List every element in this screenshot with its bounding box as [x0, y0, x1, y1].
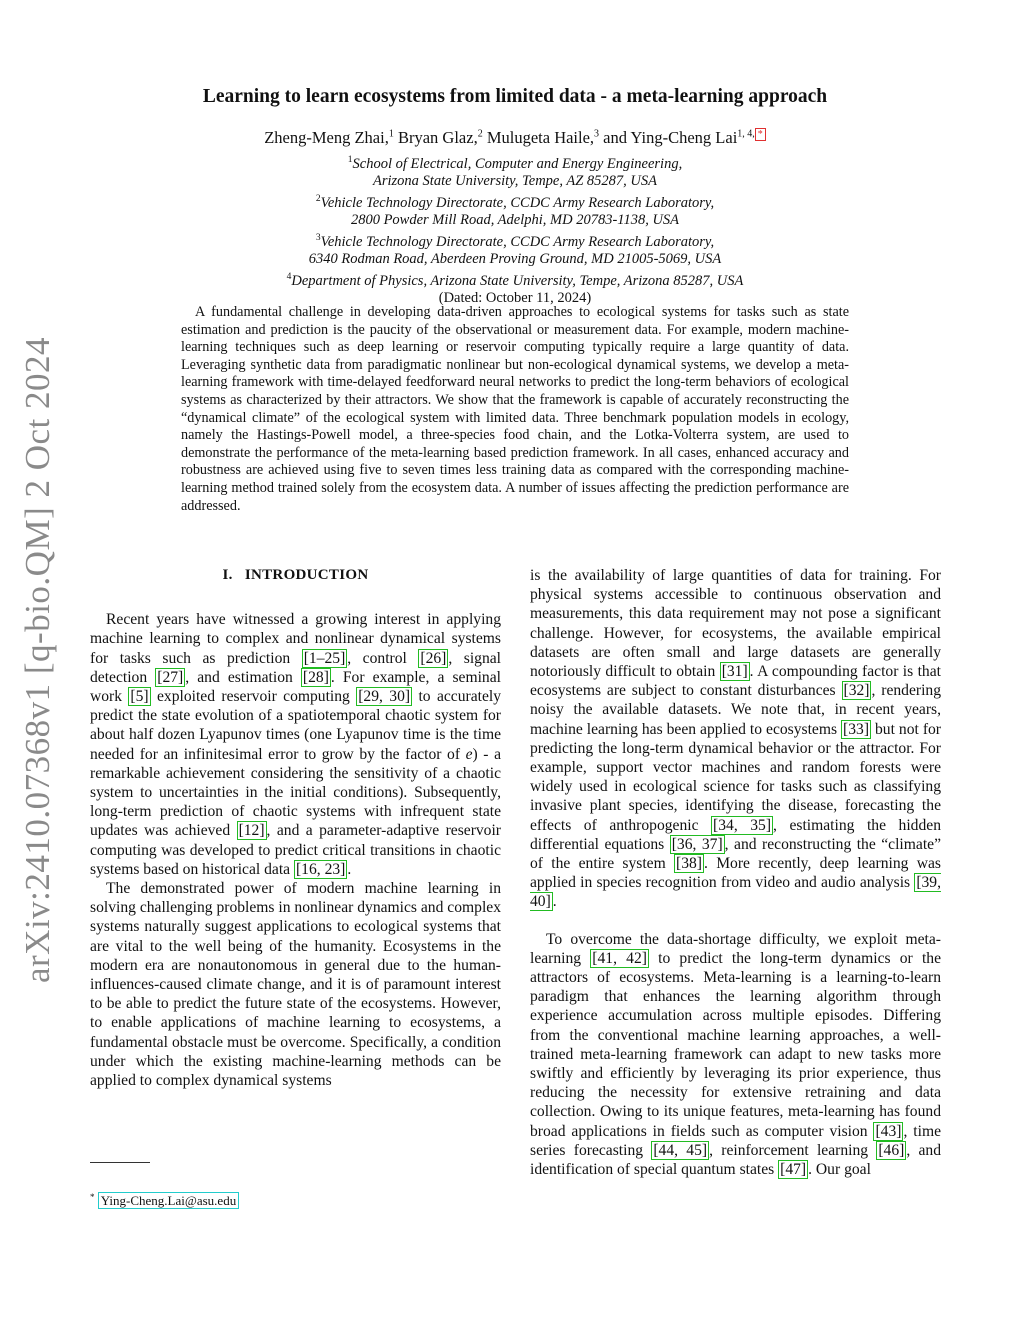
citation-link[interactable]: [1–25]: [303, 649, 346, 667]
affiliation-line: $^4$Department of Physics, Arizona State University, Tempe, Arizona 85287, USA: [286, 272, 744, 289]
paper-title: Learning to learn ecosystems from limited data - a meta-learning approach: [202, 86, 828, 107]
citation-link[interactable]: [12]: [238, 822, 265, 840]
email-link[interactable]: Ying-Cheng.Lai@asu.edu: [98, 1192, 239, 1209]
author-name: Zheng-Meng Zhai,: [264, 128, 389, 147]
author-conjunction: and: [603, 128, 627, 147]
right-column: [530, 566, 941, 1179]
section-heading: I. INTRODUCTION: [222, 567, 369, 583]
affiliation-line: 2800 Powder Mill Road, Adelphi, MD 20783-1138, USA: [350, 212, 680, 229]
affiliation-line: $^1$School of Electrical, Computer and Energy Engineering,: [347, 155, 683, 172]
citation-link[interactable]: [26]: [420, 649, 447, 667]
citation-link[interactable]: [33]: [843, 720, 870, 738]
intro-paragraph: The demonstrated power of modern machine learning in solving challenging problems in nonlinear dynamics and complex systems naturally suggest applications to ecological systems that are vital to the well being of the humanity. Ecosystems in the modern era are nonautonomous in general due to the human-influences-caused climate change, and it is of paramount interest to be able to predict the future state of the ecosystems. However, to enable applications of machine learning to ecosystems, a fundamental obstacle must be overcome. Specifically, a condition under which the existing machine-learning methods can be applied to complex dynamical systems: [90, 880, 501, 1090]
author-name: Ying-Cheng Lai: [630, 128, 738, 147]
affiliation-line: $^2$Vehicle Technology Directorate, CCDC Army Research Laboratory,: [315, 194, 715, 211]
citation-link[interactable]: [36, 37]: [671, 835, 723, 853]
author-affil-sup: 1, 4,: [737, 128, 755, 140]
citation-link[interactable]: [5]: [130, 688, 149, 706]
affiliation-line: Arizona State University, Tempe, AZ 85287, USA: [373, 173, 657, 190]
footnote: * Ying-Cheng.Lai@asu.edu: [90, 1192, 239, 1209]
author-name: Bryan Glaz,: [397, 128, 478, 147]
author-affil-sup: 3: [594, 128, 600, 140]
arxiv-stamp: arXiv:2410.07368v1 [q-bio.QM] 2 Oct 2024: [18, 336, 57, 984]
citation-link[interactable]: [41, 42]: [592, 949, 647, 967]
author-name: Mulugeta Haile,: [486, 128, 595, 147]
abstract: A fundamental challenge in developing data-driven approaches to ecological systems for tasks such as state estimation and prediction is the paucity of the observational or measurement data. For example, modern machine-learning techniques such as deep learning or reservoir computing typically require a large quantity of data. Leveraging synthetic data from paradigmatic nonlinear but non-ecological dynamical systems, we develop a meta-learning framework with time-delayed feedforward neural networks to predict the long-term behaviors of ecological systems as characterized by their attractors. We show that the framework is capable of accurately reconstructing the “dynamical climate” of the ecological system with limited data. Three benchmark population models in ecology, namely the Hastings-Powell model, a three-species food chain, and the Lotka-Volterra system, are used to demonstrate the performance of the meta-learning based prediction framework. In all cases, enhanced accuracy and robustness are achieved using five to seven times less training data as compared with the corresponding machine-learning method trained solely from the ecosystem data. A number of issues affecting the prediction performance are addressed.: [181, 304, 849, 514]
citation-link[interactable]: [28]: [302, 668, 329, 686]
citation-link[interactable]: [39, 40]: [530, 874, 941, 911]
date-line: (Dated: October 11, 2024): [438, 290, 592, 307]
citation-link[interactable]: [47]: [780, 1161, 807, 1179]
citation-link[interactable]: [31]: [721, 663, 748, 681]
citation-link[interactable]: [46]: [878, 1141, 905, 1159]
citation-link[interactable]: [32]: [843, 682, 870, 700]
citation-link[interactable]: [43]: [875, 1122, 902, 1140]
footnote-rule: [90, 1162, 150, 1163]
left-column: [90, 566, 501, 1090]
citation-link[interactable]: [27]: [157, 668, 184, 686]
intro-paragraph: To overcome the data-shortage difficulty, we exploit meta-learning [41, 42] to predict the long-term dynamics or the attractors of ecosystems. Meta-learning is a learning-to-learn paradigm that enhances the learning algorithm through experience accumulation across multiple episodes. Differing from the conventional machine learning approaches, a well-trained meta-learning framework can adapt to new tasks more swiftly and efficiently by leveraging its prior experience, thus reducing the necessity for extensive retraining and data collection. Owing to its unique features, meta-learning has found broad applications in fields such as computer vision [43] , time series forecasting [44, 45] , reinforcement learning [46] , and identification of special quantum states [47] . Our goal: [530, 930, 942, 1179]
intro-paragraph: Recent years have witnessed a growing interest in applying machine learning to complex and nonlinear dynamical systems for tasks such as prediction [1–25] , control [26] , signal detection [27] , and estimation [28] . For example, a seminal work [5] exploited reservoir computing [29, 30] to accurately predict the state evolution of a spatiotemporal chaotic system for about half dozen Lyapunov times (one Lyapunov time is the time needed for an infinitesimal error to grow by the factor of e) - a remarkable achievement considering the sensitivity of a chaotic system to uncertainties in the initial conditions). Subsequently, long-term prediction of chaotic systems with infrequent state updates was achieved [12] , and a parameter-adaptive reservoir computing was developed to predict critical transitions in chaotic systems based on historical data [16, 23] .: [90, 611, 502, 878]
affiliation-line: 6340 Rodman Road, Aberdeen Proving Ground, MD 21005-5069, USA: [308, 251, 722, 268]
footnote-link[interactable]: *: [755, 128, 766, 141]
citation-link[interactable]: [16, 23]: [295, 860, 346, 878]
citation-link[interactable]: [29, 30]: [358, 688, 411, 706]
author-list: [90, 128, 940, 148]
citation-link[interactable]: [44, 45]: [653, 1141, 708, 1159]
citation-link[interactable]: [38]: [676, 855, 702, 873]
citation-link[interactable]: [34, 35]: [713, 816, 772, 834]
intro-paragraph: is the availability of large quantities of data for training. For physical systems accessible to continuous observation and measurements, this data requirement may not pose a significant challenge. However, for ecosystems, the available empirical datasets are often small and large datasets are generally notoriously difficult to obtain [31] . A compounding factor is that ecosystems are subject to constant disturbances [32] , rendering noisy the available datasets. We note that, in recent years, machine learning has been applied to ecosystems [33] but not for predicting the long-term dynamical behavior or the attractor. For example, support vector machines and random forests were widely used in ecological science for tasks such as classifying invasive plant species, identifying the disease, forecasting the effects of anthropogenic [34, 35] , estimating the hidden differential equations [36, 37] , and reconstructing the “climate” of the entire system [38] . More recently, deep learning was applied in species recognition from video and audio analysis [39, 40] .: [530, 567, 942, 911]
affiliations: [90, 152, 940, 308]
affiliation-line: $^3$Vehicle Technology Directorate, CCDC Army Research Laboratory,: [315, 233, 715, 250]
author-affil-sup: 1: [388, 128, 394, 140]
author-affil-sup: 2: [477, 128, 483, 140]
